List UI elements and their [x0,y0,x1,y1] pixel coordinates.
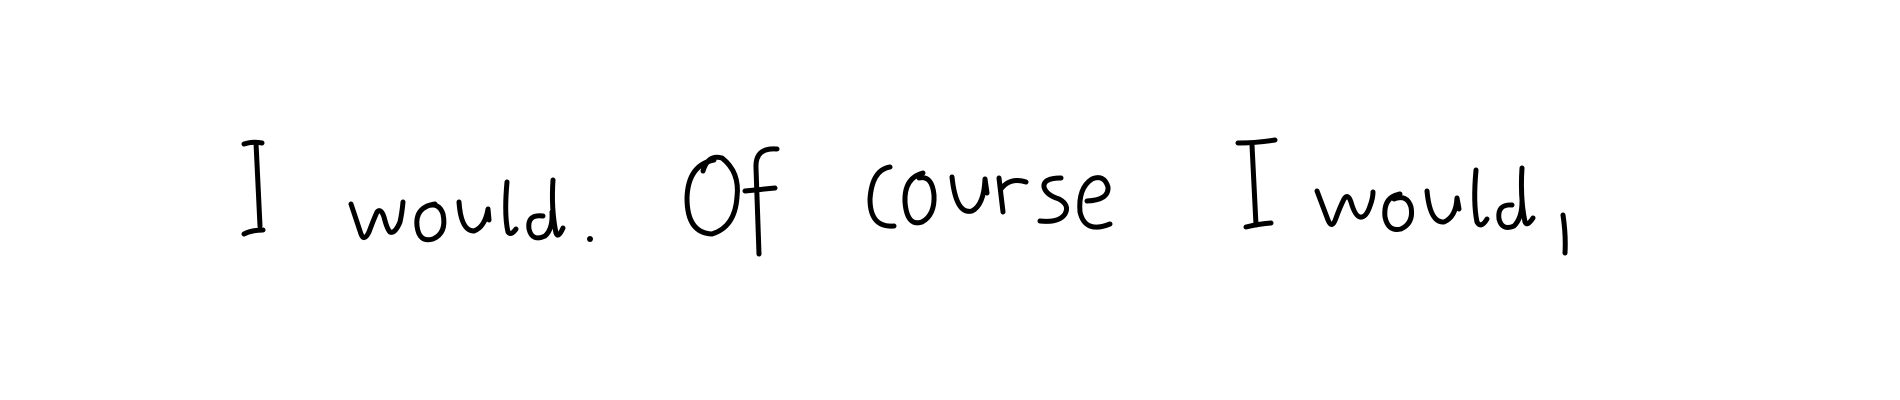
handwritten-word-course [860,160,1140,260]
handwritten-word-would [347,160,637,260]
handwritten-word-i-second [1233,138,1303,248]
handwritten-word-i [242,138,282,248]
handwritten-word-of [684,136,804,276]
handwritten-word-would-comma [1315,160,1615,270]
